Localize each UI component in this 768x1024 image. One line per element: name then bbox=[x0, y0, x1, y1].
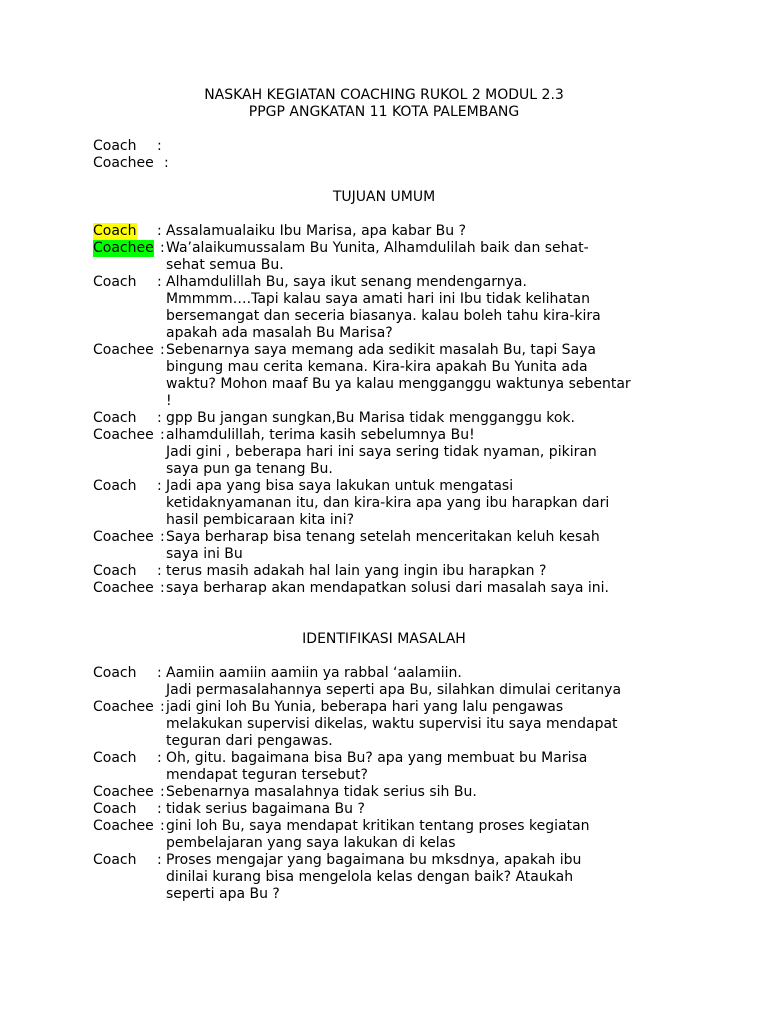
utterance-line: waktu? Mohon maaf Bu ya kalau mengganggu waktunya sebentar bbox=[166, 376, 631, 392]
utterance-line: saya pun ga tenang Bu. bbox=[166, 461, 333, 477]
utterance-text bbox=[166, 784, 686, 801]
utterance-line: Jadi apa yang bisa saya lakukan untuk mengatasi bbox=[166, 478, 514, 494]
speaker-colon: : bbox=[157, 665, 162, 681]
speaker-colon: : bbox=[157, 563, 162, 579]
utterance-text bbox=[166, 852, 686, 903]
utterance-line: apakah ada masalah Bu Marisa? bbox=[166, 325, 393, 341]
utterance-text bbox=[166, 410, 686, 427]
header-coachee-colon: : bbox=[164, 155, 169, 171]
utterance-text bbox=[166, 427, 686, 478]
utterance-line: Sebenarnya saya memang ada sedikit masalah Bu, tapi Saya bbox=[166, 342, 597, 358]
utterance-text bbox=[166, 529, 686, 563]
speaker-colon: : bbox=[157, 274, 162, 290]
speaker-colon: : bbox=[157, 801, 162, 817]
utterance-line: Assalamualaiku Ibu Marisa, apa kabar Bu ? bbox=[166, 223, 467, 239]
speaker-label: Coachee bbox=[93, 342, 154, 358]
speaker-label: Coachee bbox=[93, 580, 154, 596]
speaker-colon: : bbox=[160, 784, 165, 800]
speaker-label: Coach bbox=[93, 223, 137, 239]
speaker-label: Coachee bbox=[93, 529, 154, 545]
utterance-line: Jadi permasalahannya seperti apa Bu, silahkan dimulai ceritanya bbox=[166, 682, 622, 698]
speaker-label: Coachee bbox=[93, 427, 154, 443]
utterance-line: terus masih adakah hal lain yang ingin ibu harapkan ? bbox=[166, 563, 547, 579]
speaker-label: Coach bbox=[93, 750, 137, 766]
speaker-label: Coach bbox=[93, 274, 137, 290]
utterance-line: seperti apa Bu ? bbox=[166, 886, 280, 902]
speaker-colon: : bbox=[157, 223, 162, 239]
speaker-label: Coach bbox=[93, 563, 137, 579]
utterance-line: Oh, gitu. bagaimana bisa Bu? apa yang membuat bu Marisa bbox=[166, 750, 588, 766]
utterance-line: Saya berharap bisa tenang setelah menceritakan keluh kesah bbox=[166, 529, 600, 545]
header-coach-label: Coach bbox=[93, 138, 137, 154]
speaker-label: Coach bbox=[93, 852, 137, 868]
utterance-text bbox=[166, 274, 686, 342]
utterance-line: Proses mengajar yang bagaimana bu mksdnya, apakah ibu bbox=[166, 852, 582, 868]
utterance-line: Mmmmm….Tapi kalau saya amati hari ini Ibu tidak kelihatan bbox=[166, 291, 590, 307]
utterance-line: Alhamdulillah Bu, saya ikut senang mendengarnya. bbox=[166, 274, 527, 290]
utterance-text bbox=[166, 750, 686, 784]
utterance-text bbox=[166, 699, 686, 750]
speaker-colon: : bbox=[160, 529, 165, 545]
document-title: NASKAH KEGIATAN COACHING RUKOL 2 MODUL 2.3 bbox=[204, 87, 564, 103]
speaker-colon: : bbox=[160, 580, 165, 596]
section-heading-identifikasi: IDENTIFIKASI MASALAH bbox=[302, 631, 466, 647]
speaker-label: Coach bbox=[93, 665, 137, 681]
utterance-text bbox=[166, 580, 686, 597]
section-heading-tujuan: TUJUAN UMUM bbox=[332, 189, 436, 205]
utterance-line: ! bbox=[166, 393, 172, 409]
utterance-line: sehat semua Bu. bbox=[166, 257, 284, 273]
utterance-line: Sebenarnya masalahnya tidak serius sih Bu. bbox=[166, 784, 477, 800]
document-subtitle: PPGP ANGKATAN 11 KOTA PALEMBANG bbox=[248, 104, 520, 120]
utterance-line: gini loh Bu, saya mendapat kritikan tentang proses kegiatan bbox=[166, 818, 590, 834]
speaker-label: Coachee bbox=[93, 784, 154, 800]
speaker-colon: : bbox=[157, 852, 162, 868]
utterance-text bbox=[166, 240, 686, 274]
utterance-line: saya berharap akan mendapatkan solusi dari masalah saya ini. bbox=[166, 580, 609, 596]
header-coach-colon: : bbox=[157, 138, 162, 154]
utterance-line: gpp Bu jangan sungkan,Bu Marisa tidak mengganggu kok. bbox=[166, 410, 575, 426]
header-coachee-label: Coachee bbox=[93, 155, 154, 171]
utterance-text bbox=[166, 665, 686, 699]
speaker-label: Coach bbox=[93, 410, 137, 426]
utterance-line: bingung mau cerita kemana. Kira-kira apakah Bu Yunita ada bbox=[166, 359, 588, 375]
utterance-line: saya ini Bu bbox=[166, 546, 243, 562]
speaker-label: Coachee bbox=[93, 818, 154, 834]
speaker-colon: : bbox=[157, 410, 162, 426]
utterance-text bbox=[166, 478, 686, 529]
utterance-line: Jadi gini , beberapa hari ini saya sering tidak nyaman, pikiran bbox=[166, 444, 597, 460]
speaker-label: Coach bbox=[93, 801, 137, 817]
utterance-text bbox=[166, 342, 686, 410]
utterance-line: pembelajaran yang saya lakukan di kelas bbox=[166, 835, 456, 851]
utterance-text bbox=[166, 818, 686, 852]
utterance-line: Wa’alaikumussalam Bu Yunita, Alhamdulilah baik dan sehat- bbox=[166, 240, 589, 256]
speaker-colon: : bbox=[160, 240, 165, 256]
utterance-line: melakukan supervisi dikelas, waktu supervisi itu saya mendapat bbox=[166, 716, 618, 732]
utterance-line: bersemangat dan seceria biasanya. kalau boleh tahu kira-kira bbox=[166, 308, 601, 324]
utterance-text bbox=[166, 223, 686, 240]
utterance-line: ketidaknyamanan itu, dan kira-kira apa yang ibu harapkan dari bbox=[166, 495, 610, 511]
speaker-colon: : bbox=[160, 699, 165, 715]
utterance-text bbox=[166, 563, 686, 580]
speaker-colon: : bbox=[160, 818, 165, 834]
speaker-colon: : bbox=[157, 750, 162, 766]
speaker-label: Coachee bbox=[93, 699, 154, 715]
speaker-colon: : bbox=[157, 478, 162, 494]
utterance-line: tidak serius bagaimana Bu ? bbox=[166, 801, 365, 817]
speaker-label: Coachee bbox=[93, 240, 154, 256]
utterance-line: hasil pembicaraan kita ini? bbox=[166, 512, 355, 528]
speaker-colon: : bbox=[160, 342, 165, 358]
speaker-colon: : bbox=[160, 427, 165, 443]
utterance-line: alhamdulillah, terima kasih sebelumnya Bu! bbox=[166, 427, 475, 443]
utterance-line: teguran dari pengawas. bbox=[166, 733, 333, 749]
utterance-line: mendapat teguran tersebut? bbox=[166, 767, 368, 783]
utterance-line: Aamiin aamiin aamiin ya rabbal ‘aalamiin. bbox=[166, 665, 462, 681]
utterance-line: jadi gini loh Bu Yunia, beberapa hari yang lalu pengawas bbox=[166, 699, 564, 715]
utterance-text bbox=[166, 801, 686, 818]
utterance-line: dinilai kurang bisa mengelola kelas dengan baik? Ataukah bbox=[166, 869, 574, 885]
speaker-label: Coach bbox=[93, 478, 137, 494]
